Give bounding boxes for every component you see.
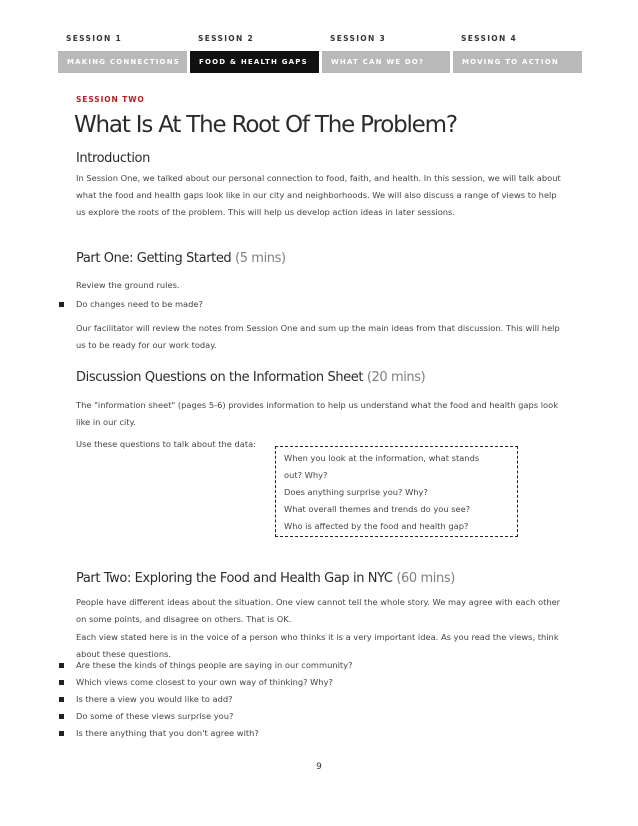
part-two-bullet: Is there a view you would like to add? [76, 694, 233, 704]
part-two-text-1: People have different ideas about the situation. One view cannot tell the whole story. We may agree with each other on some points, and disagree on others. That is OK. [76, 597, 561, 624]
question-item: Does anything surprise you? Why? [284, 487, 428, 497]
discussion-time: (20 mins) [366, 370, 426, 385]
part-one-heading [76, 251, 286, 266]
intro-heading: Introduction [76, 151, 150, 166]
bullet-square-icon [59, 302, 64, 307]
bullet-square-icon [59, 731, 64, 736]
page-number: 9 [316, 762, 322, 772]
part-one-time: (5 mins) [235, 251, 286, 266]
part-two-text-2: Each view stated here is in the voice of a person who thinks it is a very important idea. As you read the views, think about these questions. [76, 632, 559, 659]
bullet-square-icon [59, 714, 64, 719]
part-one-title: Part One: Getting Started [76, 251, 232, 266]
intro-text: In Session One, we talked about our personal connection to food, faith, and health. In this session, we will talk about what the food and health gaps look like in our city and neighborhoods. We will also discuss a range of views to help us explore the roots of the problem. This will help us develop action ideas in later sessions. [76, 173, 561, 217]
question-item: Who is affected by the food and health gap? [284, 521, 469, 531]
tab-moving-to-action: MOVING TO ACTION [453, 51, 582, 73]
bullet-square-icon [59, 680, 64, 685]
bullet-square-icon [59, 697, 64, 702]
tab-session-2-heading: SESSION 2 [198, 34, 254, 43]
tab-what-can-we-do: WHAT CAN WE DO? [322, 51, 450, 73]
session-kicker: SESSION TWO [76, 95, 145, 104]
tab-making-connections: MAKING CONNECTIONS [58, 51, 187, 73]
tab-session-3-heading: SESSION 3 [330, 34, 386, 43]
question-item: When you look at the information, what stands out? Why? [284, 453, 480, 480]
part-one-text: Our facilitator will review the notes from Session One and sum up the main ideas from that discussion. This will help us to be ready for our work today. [76, 323, 560, 350]
part-two-time: (60 mins) [396, 571, 455, 586]
session-tabs [58, 32, 582, 73]
discussion-text: The "information sheet" (pages 5-6) provides information to help us understand what the food and health gaps look like in our city. [76, 400, 559, 427]
part-two-title: Part Two: Exploring the Food and Health Gap in NYC [76, 571, 393, 586]
bullet-square-icon [59, 663, 64, 668]
part-two-heading [76, 571, 455, 586]
page-title: What Is At The Root Of The Problem? [74, 112, 457, 138]
part-two-bullet: Is there anything that you don't agree with? [76, 728, 259, 738]
tab-session-4-heading: SESSION 4 [461, 34, 517, 43]
discussion-prompt: Use these questions to talk about the data: [76, 439, 256, 449]
discussion-title: Discussion Questions on the Information Sheet [76, 370, 364, 385]
part-one-bullet: Do changes need to be made? [76, 299, 203, 309]
questions-box [275, 446, 518, 537]
part-two-bullet: Are these the kinds of things people are saying in our community? [76, 660, 353, 670]
part-two-bullet: Do some of these views surprise you? [76, 711, 234, 721]
part-one-review: Review the ground rules. [76, 280, 180, 290]
discussion-heading [76, 370, 425, 385]
tab-food-health-gaps: FOOD & HEALTH GAPS [190, 51, 319, 73]
part-two-bullet: Which views come closest to your own way of thinking? Why? [76, 677, 333, 687]
tab-session-1-heading: SESSION 1 [66, 34, 122, 43]
question-item: What overall themes and trends do you see? [284, 504, 471, 514]
